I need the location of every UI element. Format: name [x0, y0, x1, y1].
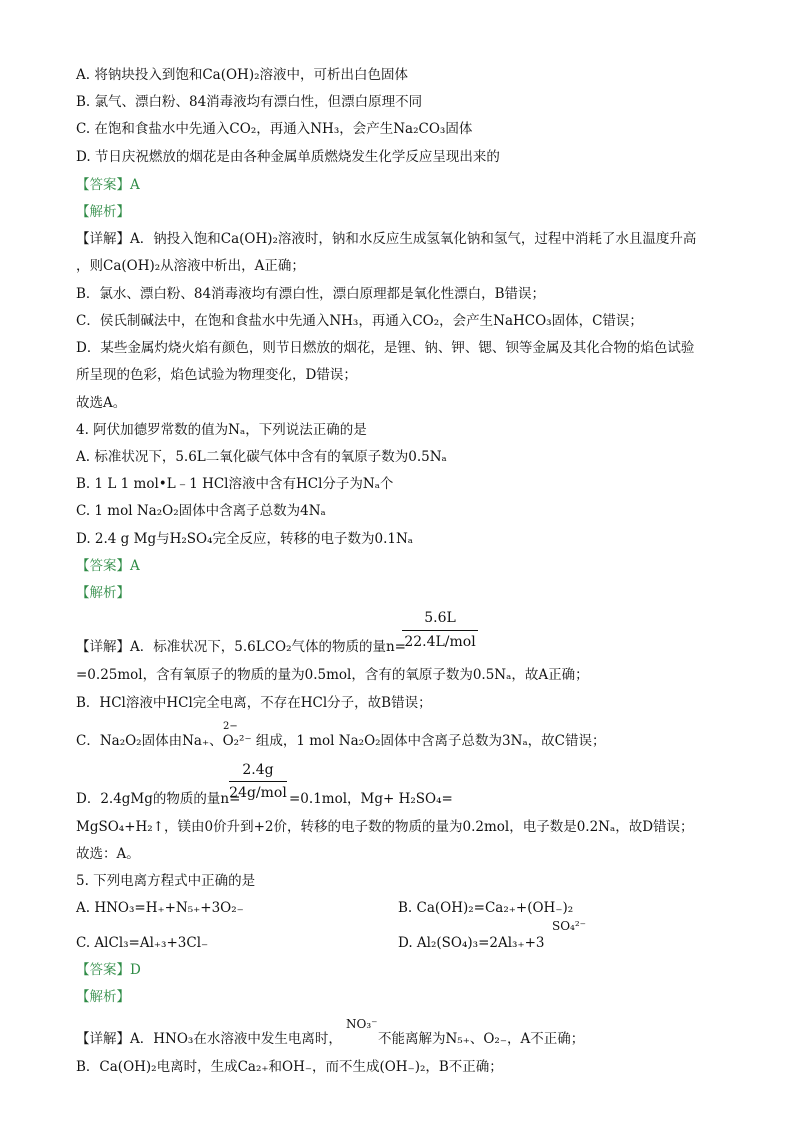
- q4-answer: 【答案】A: [76, 558, 140, 574]
- q3-detail-line: ，则Ca(OH)₂从溶液中析出，A正确；: [76, 258, 305, 274]
- q3-detail-line: 所呈现的色彩，焰色试验为物理变化，D错误；: [76, 367, 357, 383]
- q4-detail-d-post: =0.1mol，Mg+ H₂SO₄=: [289, 791, 453, 807]
- q3-option-a: A. 将钠块投入到饱和Ca(OH)₂溶液中，可析出白色固体: [76, 67, 408, 83]
- q4-detail-d-line2: MgSO₄+H₂↑，镁由0价升到+2价，转移的电子数的物质的量为0.2mol，电子数是0.2Nₐ，故D错误；: [76, 819, 694, 835]
- fraction-denominator: 24g/mol: [229, 785, 287, 801]
- q4-detail-a-line2: =0.25mol，含有氧原子的物质的量为0.5mol，含有的氧原子数为0.5Nₐ，故A正确；: [76, 667, 589, 683]
- q3-detail-line: 故选A。: [76, 395, 127, 411]
- q5-option-b: B. Ca(OH)₂=Ca₂₊+(OH₋)₂: [398, 900, 574, 916]
- q4-option-a: A. 标准状况下，5.6L二氧化碳气体中含有的氧原子数为0.5Nₐ: [76, 449, 447, 465]
- superscript-charge: 2−: [223, 721, 238, 732]
- sulfate-ion: SO₄²⁻: [552, 919, 587, 933]
- q4-detail-b: B．HCl溶液中HCl完全电离，不存在HCl分子，故B错误；: [76, 695, 432, 711]
- q3-analysis-label: 【解析】: [76, 204, 130, 220]
- q4-detail-a-line1: 【详解】A．标准状况下，5.6LCO₂气体的物质的量n=: [76, 639, 406, 655]
- q3-option-c: C. 在饱和食盐水中先通入CO₂，再通入NH₃，会产生Na₂CO₃固体: [76, 121, 473, 137]
- q3-detail-line: C．侯氏制碱法中，在饱和食盐水中先通入NH₃，再通入CO₂，会产生NaHCO₃固体，C错误；: [76, 313, 643, 329]
- q4-option-b: B. 1 L 1 mol•L﹣1 HCl溶液中含有HCl分子为Nₐ个: [76, 476, 394, 492]
- q3-detail-line: D．某些金属灼烧火焰有颜色，则节日燃放的烟花，是锂、钠、钾、锶、钡等金属及其化合物的焰色试验: [76, 340, 695, 356]
- q5-stem: 5. 下列电离方程式中正确的是: [76, 873, 256, 889]
- q4-conclusion: 故选：A。: [76, 846, 140, 862]
- fraction-bar: [229, 781, 287, 782]
- q4-analysis-label: 【解析】: [76, 585, 130, 601]
- fraction-numerator: 5.6L: [424, 610, 456, 626]
- q5-option-c: C. AlCl₃=Al₊₃+3Cl₋: [76, 935, 209, 951]
- q4-option-d: D. 2.4 g Mg与H₂SO₄完全反应，转移的电子数为0.1Nₐ: [76, 531, 413, 547]
- q4-stem: 4. 阿伏加德罗常数的值为Nₐ，下列说法正确的是: [76, 422, 367, 438]
- q5-option-a: A. HNO₃=H₊+N₅₊+3O₂₋: [76, 900, 244, 916]
- q4-detail-d-pre: D．2.4gMg的物质的量n=: [76, 791, 241, 807]
- fraction-numerator: 2.4g: [242, 762, 274, 778]
- nitrate-ion: NO₃⁻: [346, 1017, 378, 1031]
- fraction-bar: [402, 630, 478, 631]
- q3-detail-line: 【详解】A．钠投入饱和Ca(OH)₂溶液时，钠和水反应生成氢氧化钠和氢气，过程中消耗了水且温度升高: [76, 231, 697, 247]
- q3-detail-line: B．氯水、漂白粉、84消毒液均有漂白性，漂白原理都是氧化性漂白，B错误；: [76, 286, 546, 302]
- q5-analysis-label: 【解析】: [76, 989, 130, 1005]
- q3-option-b: B. 氯气、漂白粉、84消毒液均有漂白性，但漂白原理不同: [76, 94, 423, 110]
- q3-option-d: D. 节日庆祝燃放的烟花是由各种金属单质燃烧发生化学反应呈现出来的: [76, 149, 500, 165]
- q4-option-c: C. 1 mol Na₂O₂固体中含离子总数为4Nₐ: [76, 503, 326, 519]
- q4-detail-c: C．Na₂O₂固体由Na₊、O₂²⁻ 组成，1 mol Na₂O₂固体中含离子总数为3Nₐ，故C错误；: [76, 733, 606, 749]
- q5-option-d: D. Al₂(SO₄)₃=2Al₃₊+3: [398, 935, 545, 951]
- q3-answer: 【答案】A: [76, 177, 140, 193]
- q5-answer: 【答案】D: [76, 962, 141, 978]
- q5-detail-a-pre: 【详解】A．HNO₃在水溶液中发生电离时，: [76, 1031, 342, 1047]
- q5-detail-a-post: 不能离解为N₅₊、O₂₋，A不正确；: [378, 1031, 585, 1047]
- q5-detail-b: B．Ca(OH)₂电离时，生成Ca₂₊和OH₋，而不生成(OH₋)₂，B不正确；: [76, 1059, 503, 1075]
- fraction-denominator: 22.4L/mol: [404, 634, 476, 650]
